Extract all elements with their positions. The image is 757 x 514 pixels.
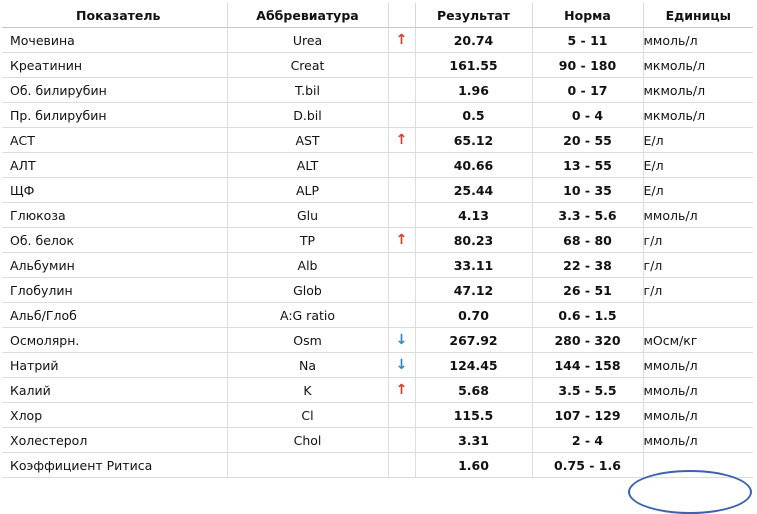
cell-units: ммоль/л: [643, 28, 753, 53]
cell-result: 0.5: [415, 103, 532, 128]
cell-abbreviation: Chol: [227, 428, 388, 453]
cell-abbreviation: A:G ratio: [227, 303, 388, 328]
cell-result: 40.66: [415, 153, 532, 178]
table-row: [2, 153, 753, 178]
cell-result: 3.31: [415, 428, 532, 453]
cell-abbreviation: Osm: [227, 328, 388, 353]
cell-abbreviation: Glob: [227, 278, 388, 303]
cell-name: АСТ: [2, 128, 227, 153]
header-result: Результат: [415, 3, 532, 28]
cell-flag: [388, 278, 415, 303]
cell-name: Глюкоза: [2, 203, 227, 228]
cell-norm: 0.6 - 1.5: [532, 303, 643, 328]
table-row: [2, 303, 753, 328]
cell-norm: 2 - 4: [532, 428, 643, 453]
cell-abbreviation: ALT: [227, 153, 388, 178]
table-row: [2, 378, 753, 403]
cell-flag: [388, 203, 415, 228]
arrow-up-icon: ↑: [388, 28, 415, 53]
cell-norm: 0 - 17: [532, 78, 643, 103]
arrow-up-icon: ↑: [388, 128, 415, 153]
cell-units: г/л: [643, 278, 753, 303]
cell-result: 20.74: [415, 28, 532, 53]
arrow-down-icon: ↓: [388, 328, 415, 353]
header-norm: Норма: [532, 3, 643, 28]
cell-abbreviation: Cl: [227, 403, 388, 428]
cell-name: Натрий: [2, 353, 227, 378]
cell-norm: 107 - 129: [532, 403, 643, 428]
cell-name: Холестерол: [2, 428, 227, 453]
cell-name: Мочевина: [2, 28, 227, 53]
cell-norm: 20 - 55: [532, 128, 643, 153]
cell-abbreviation: T.bil: [227, 78, 388, 103]
table-row: [2, 53, 753, 78]
cell-norm: 3.3 - 5.6: [532, 203, 643, 228]
cell-flag: [388, 453, 415, 478]
cell-units: Е/л: [643, 128, 753, 153]
arrow-up-icon: ↑: [388, 228, 415, 253]
table-row: [2, 128, 753, 153]
cell-result: 65.12: [415, 128, 532, 153]
cell-result: 267.92: [415, 328, 532, 353]
cell-units: г/л: [643, 253, 753, 278]
cell-name: Креатинин: [2, 53, 227, 78]
cell-flag: [388, 403, 415, 428]
cell-name: АЛТ: [2, 153, 227, 178]
cell-abbreviation: [227, 453, 388, 478]
table-row: [2, 403, 753, 428]
table-row: [2, 253, 753, 278]
header-units: Единицы: [643, 3, 753, 28]
cell-units: ммоль/л: [643, 403, 753, 428]
cell-abbreviation: Alb: [227, 253, 388, 278]
cell-flag: [388, 253, 415, 278]
cell-units: [643, 303, 753, 328]
cell-abbreviation: Na: [227, 353, 388, 378]
cell-result: 4.13: [415, 203, 532, 228]
cell-norm: 22 - 38: [532, 253, 643, 278]
cell-result: 0.70: [415, 303, 532, 328]
cell-norm: 0.75 - 1.6: [532, 453, 643, 478]
cell-units: Е/л: [643, 178, 753, 203]
cell-name: Хлор: [2, 403, 227, 428]
table-row: [2, 353, 753, 378]
cell-units: мкмоль/л: [643, 78, 753, 103]
arrow-up-icon: ↑: [388, 378, 415, 403]
stamp: [628, 470, 752, 514]
cell-units: мкмоль/л: [643, 53, 753, 78]
cell-abbreviation: K: [227, 378, 388, 403]
cell-units: ммоль/л: [643, 378, 753, 403]
cell-norm: 5 - 11: [532, 28, 643, 53]
cell-units: Е/л: [643, 153, 753, 178]
cell-name: Глобулин: [2, 278, 227, 303]
cell-units: ммоль/л: [643, 353, 753, 378]
cell-name: ЩФ: [2, 178, 227, 203]
cell-name: Коэффициент Ритиса: [2, 453, 227, 478]
table-row: [2, 328, 753, 353]
lab-results-table: [2, 3, 753, 478]
cell-result: 33.11: [415, 253, 532, 278]
cell-norm: 0 - 4: [532, 103, 643, 128]
cell-abbreviation: Urea: [227, 28, 388, 53]
cell-abbreviation: TP: [227, 228, 388, 253]
cell-result: 115.5: [415, 403, 532, 428]
cell-result: 47.12: [415, 278, 532, 303]
cell-result: 161.55: [415, 53, 532, 78]
header-name: Показатель: [2, 3, 227, 28]
cell-flag: [388, 53, 415, 78]
cell-name: Калий: [2, 378, 227, 403]
table-row: [2, 178, 753, 203]
cell-result: 80.23: [415, 228, 532, 253]
cell-units: ммоль/л: [643, 203, 753, 228]
table-row: [2, 203, 753, 228]
cell-flag: [388, 78, 415, 103]
arrow-down-icon: ↓: [388, 353, 415, 378]
table-row: [2, 278, 753, 303]
cell-flag: [388, 428, 415, 453]
cell-result: 1.96: [415, 78, 532, 103]
cell-flag: [388, 103, 415, 128]
cell-norm: 3.5 - 5.5: [532, 378, 643, 403]
cell-abbreviation: Creat: [227, 53, 388, 78]
cell-abbreviation: Glu: [227, 203, 388, 228]
table-row: [2, 103, 753, 128]
cell-norm: 10 - 35: [532, 178, 643, 203]
cell-units: г/л: [643, 228, 753, 253]
table-row: [2, 28, 753, 53]
cell-flag: [388, 153, 415, 178]
cell-norm: 26 - 51: [532, 278, 643, 303]
cell-flag: [388, 178, 415, 203]
cell-name: Альб/Глоб: [2, 303, 227, 328]
cell-norm: 68 - 80: [532, 228, 643, 253]
header-abbreviation: Аббревиатура: [227, 3, 388, 28]
cell-norm: 13 - 55: [532, 153, 643, 178]
table-row: [2, 78, 753, 103]
cell-result: 124.45: [415, 353, 532, 378]
cell-norm: 280 - 320: [532, 328, 643, 353]
cell-norm: 144 - 158: [532, 353, 643, 378]
header-flag: [388, 3, 415, 28]
cell-units: ммоль/л: [643, 428, 753, 453]
cell-flag: [388, 303, 415, 328]
table-row: [2, 228, 753, 253]
cell-result: 1.60: [415, 453, 532, 478]
cell-result: 25.44: [415, 178, 532, 203]
cell-abbreviation: D.bil: [227, 103, 388, 128]
cell-result: 5.68: [415, 378, 532, 403]
cell-units: мОсм/кг: [643, 328, 753, 353]
cell-name: Об. билирубин: [2, 78, 227, 103]
cell-name: Осмолярн.: [2, 328, 227, 353]
table-row: [2, 428, 753, 453]
cell-name: Пр. билирубин: [2, 103, 227, 128]
cell-units: мкмоль/л: [643, 103, 753, 128]
cell-abbreviation: AST: [227, 128, 388, 153]
cell-name: Об. белок: [2, 228, 227, 253]
table-row: [2, 453, 753, 478]
cell-norm: 90 - 180: [532, 53, 643, 78]
cell-name: Альбумин: [2, 253, 227, 278]
header-row: [2, 3, 753, 28]
cell-abbreviation: ALP: [227, 178, 388, 203]
